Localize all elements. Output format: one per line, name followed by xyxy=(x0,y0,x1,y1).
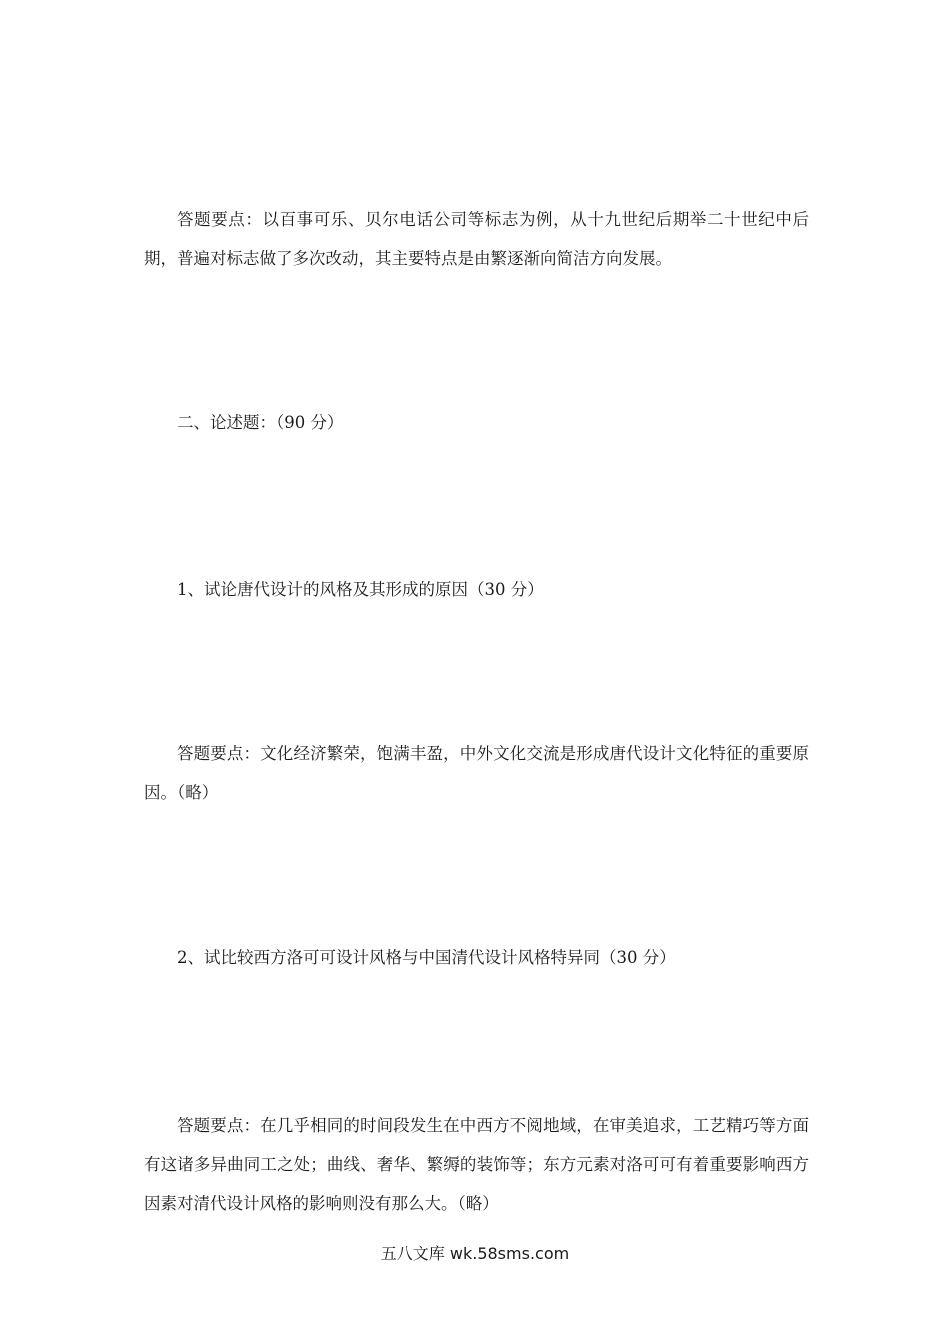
section-title-essay-questions: 二、论述题：（90 分） xyxy=(177,413,344,432)
footer-watermark: 五八文库 wk.58sms.com xyxy=(380,1244,570,1263)
question-rococo-vs-qing-design: 2、试比较西方洛可可设计风格与中国清代设计风格特异同（30 分） xyxy=(177,948,676,967)
answer-key-points-rococo-qing: 答题要点：在几乎相同的时间段发生在中西方不阅地域，在审美追求，工艺精巧等方面有这诸多异曲同工之处；曲线、奢华、繁缛的装饰等；东方元素对洛可可有着重要影响西方因素对清代设计风格的影响则没有那么大。（略） xyxy=(144,1116,809,1213)
answer-key-points-logo-evolution: 答题要点：以百事可乐、贝尔电话公司等标志为例，从十九世纪后期举二十世纪中后期，普遍对标志做了多次改动，其主要特点是由繁逐渐向简洁方向发展。 xyxy=(144,210,809,268)
answer-key-points-tang-design: 答题要点：文化经济繁荣，饱满丰盈，中外文化交流是形成唐代设计文化特征的重要原因。（略） xyxy=(144,744,809,802)
question-tang-design-style: 1、试论唐代设计的风格及其形成的原因（30 分） xyxy=(177,580,544,599)
